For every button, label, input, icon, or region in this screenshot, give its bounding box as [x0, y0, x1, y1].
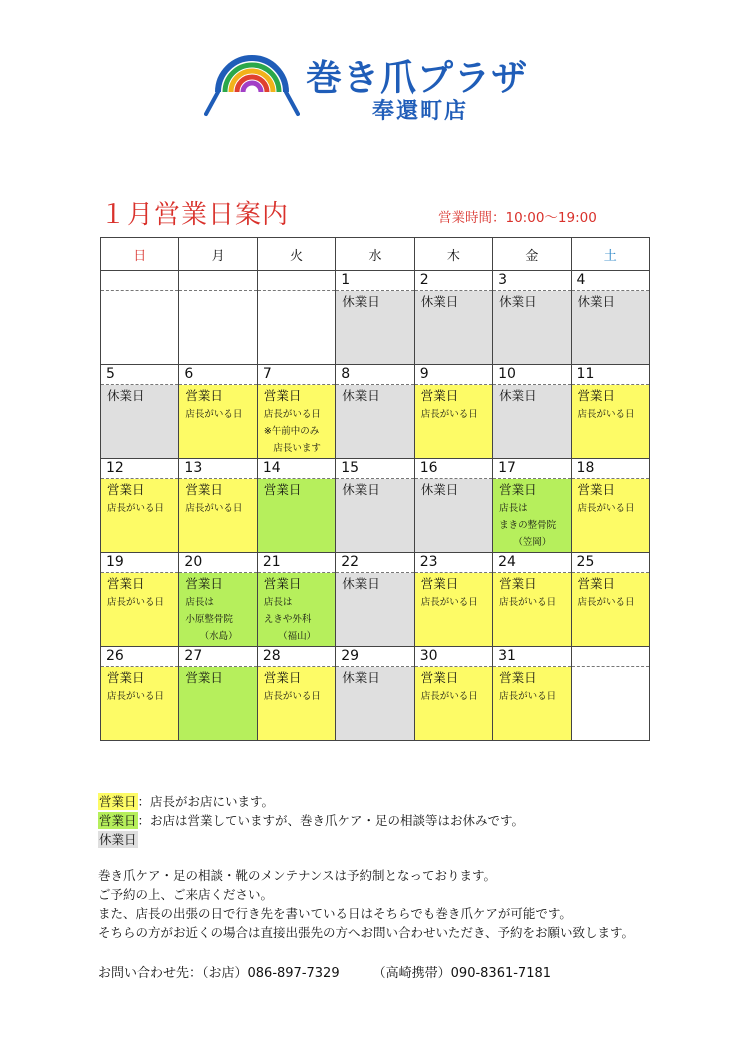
day-note: 店長がいる日 — [185, 503, 243, 514]
day-note — [336, 309, 413, 312]
calendar-day-cell — [493, 459, 571, 553]
calendar-day-cell — [336, 553, 414, 647]
calendar-day-cell — [257, 459, 335, 553]
day-status: 営業日 — [577, 482, 616, 497]
calendar-week-row — [101, 271, 650, 365]
calendar-day-cell — [414, 647, 492, 741]
calendar-day-cell — [179, 647, 257, 741]
legend — [98, 792, 524, 849]
day-status: 営業日 — [420, 670, 459, 685]
note-line: また、店長の出張の日で行き先を書いている日はそちらでも巻き爪ケアが可能です。 — [98, 906, 572, 921]
day-number: 8 — [336, 365, 413, 385]
day-number: 30 — [415, 647, 492, 667]
day-number: 1 — [336, 271, 413, 291]
day-status: 休業日 — [342, 576, 380, 591]
day-status: 営業日 — [499, 670, 537, 685]
legend-item — [98, 811, 524, 830]
day-number: 23 — [415, 553, 492, 573]
calendar-day-cell — [101, 271, 179, 365]
day-number: 29 — [336, 647, 413, 667]
calendar-week-row — [101, 647, 650, 741]
day-status: 営業日 — [185, 388, 223, 403]
calendar-day-cell — [493, 647, 571, 741]
calendar-day-cell — [571, 647, 649, 741]
calendar-day-cell — [257, 271, 335, 365]
day-number: 2 — [415, 271, 492, 291]
calendar-day-cell — [179, 365, 257, 459]
day-number: 7 — [258, 365, 335, 385]
day-status: 営業日 — [107, 670, 145, 685]
day-note: 店長がいる日 — [577, 503, 635, 514]
legend-text: ：お店は営業していますが、巻き爪ケア・足の相談等はお休みです。 — [137, 813, 525, 828]
weekday-header: 日 — [101, 238, 179, 271]
day-number: 17 — [493, 459, 570, 479]
day-number — [258, 271, 335, 291]
calendar-day-cell — [571, 459, 649, 553]
day-note: 店長がいる日 — [107, 597, 165, 608]
legend-item — [98, 792, 524, 811]
calendar-day-cell — [414, 459, 492, 553]
day-number: 25 — [572, 553, 649, 573]
day-status: 休業日 — [342, 482, 380, 497]
note-line: ご予約の上、ご来店ください。 — [98, 887, 274, 902]
day-number: 18 — [572, 459, 649, 479]
day-status: 営業日 — [263, 576, 302, 591]
day-status: 休業日 — [107, 388, 145, 403]
day-status: 営業日 — [499, 576, 537, 591]
day-number: 14 — [258, 459, 335, 479]
day-status: 営業日 — [420, 388, 459, 403]
day-status: 営業日 — [420, 576, 459, 591]
day-number: 19 — [101, 553, 178, 573]
weekday-header: 水 — [336, 238, 414, 271]
contact-mobile-phone: （高崎携帯）090-8361-7181 — [372, 966, 552, 981]
calendar-day-cell — [336, 365, 414, 459]
calendar-day-cell — [101, 459, 179, 553]
day-status: 休業日 — [499, 388, 537, 403]
day-status: 休業日 — [577, 294, 616, 309]
day-status: 営業日 — [577, 388, 616, 403]
day-note — [415, 309, 492, 312]
day-status: 休業日 — [342, 294, 380, 309]
calendar-day-cell — [101, 365, 179, 459]
day-note — [101, 403, 178, 406]
day-note: 店長がいる日 — [185, 409, 243, 420]
weekday-header: 月 — [179, 238, 257, 271]
day-number: 11 — [572, 365, 649, 385]
day-status: 休業日 — [342, 670, 380, 685]
calendar-day-cell — [336, 459, 414, 553]
legend-swatch: 営業日 — [99, 813, 137, 828]
calendar-week-row — [101, 553, 650, 647]
day-note: 店長がいる日 — [420, 409, 478, 420]
calendar-day-cell — [571, 553, 649, 647]
weekday-header: 木 — [414, 238, 492, 271]
store-name: 巻き爪プラザ — [306, 58, 529, 99]
day-status: 営業日 — [185, 482, 223, 497]
business-hours: 営業時間：10:00〜19:00 — [438, 210, 597, 226]
note-line: そちらの方がお近くの場合は直接出張先の方へお問い合わせいただき、予約をお願い致します。 — [98, 925, 635, 940]
day-number: 20 — [179, 553, 256, 573]
calendar-header-row — [101, 238, 650, 271]
day-note — [415, 497, 492, 500]
day-note — [179, 294, 256, 297]
day-note — [336, 403, 413, 406]
day-number: 9 — [415, 365, 492, 385]
calendar-day-cell — [257, 553, 335, 647]
day-status: 営業日 — [263, 388, 302, 403]
weekday-header: 金 — [493, 238, 571, 271]
calendar-table — [100, 237, 650, 741]
day-note: 店長がいる日 — [499, 691, 557, 702]
day-note — [336, 591, 413, 594]
calendar-day-cell — [257, 365, 335, 459]
rainbow-face-icon — [204, 44, 300, 120]
page-title: １月営業日案内 — [100, 200, 290, 230]
legend-swatch: 営業日 — [99, 794, 137, 809]
day-note: 店長がいる日 — [420, 597, 478, 608]
notes — [98, 866, 634, 942]
day-note: 店長は まきの整骨院 （笠岡） — [499, 503, 557, 548]
day-number: 6 — [179, 365, 256, 385]
day-note — [258, 497, 335, 500]
day-status: 営業日 — [185, 576, 223, 591]
day-note: 店長がいる日 ※午前中のみ 店長います — [263, 409, 321, 454]
contact-spacer — [340, 966, 373, 981]
day-note — [336, 685, 413, 688]
legend-item — [98, 830, 524, 849]
day-number: 26 — [101, 647, 178, 667]
calendar-day-cell — [493, 365, 571, 459]
day-note — [572, 309, 649, 312]
store-logo — [204, 44, 564, 124]
day-status: 営業日 — [263, 482, 302, 497]
day-note: 店長がいる日 — [107, 691, 165, 702]
day-number: 22 — [336, 553, 413, 573]
calendar-day-cell — [493, 553, 571, 647]
day-note — [336, 497, 413, 500]
day-status: 営業日 — [263, 670, 302, 685]
calendar-week-row — [101, 365, 650, 459]
calendar-day-cell — [414, 365, 492, 459]
legend-text: ：店長がお店にいます。 — [137, 794, 275, 809]
calendar-day-cell — [101, 553, 179, 647]
calendar-day-cell — [493, 271, 571, 365]
day-number: 15 — [336, 459, 413, 479]
day-note: 店長がいる日 — [577, 597, 635, 608]
calendar-body — [101, 271, 650, 741]
day-note — [493, 309, 570, 312]
day-note — [572, 670, 649, 673]
day-note — [179, 685, 256, 688]
day-status: 営業日 — [107, 482, 145, 497]
contact-shop-phone: お問い合わせ先：（お店）086-897-7329 — [98, 966, 340, 981]
day-note: 店長がいる日 — [577, 409, 635, 420]
day-number: 24 — [493, 553, 570, 573]
day-status: 営業日 — [577, 576, 616, 591]
day-number: 3 — [493, 271, 570, 291]
day-number: 21 — [258, 553, 335, 573]
day-status: 休業日 — [420, 294, 459, 309]
day-status: 休業日 — [342, 388, 380, 403]
calendar-day-cell — [179, 553, 257, 647]
day-note: 店長がいる日 — [263, 691, 321, 702]
day-note: 店長は 小原整骨院 （水島） — [185, 597, 238, 642]
calendar-week-row — [101, 459, 650, 553]
day-note — [101, 294, 178, 297]
day-status: 休業日 — [499, 294, 537, 309]
calendar-day-cell — [571, 365, 649, 459]
calendar-day-cell — [336, 647, 414, 741]
day-note: 店長がいる日 — [107, 503, 165, 514]
day-number: 16 — [415, 459, 492, 479]
day-status: 営業日 — [499, 482, 537, 497]
store-branch: 奉還町店 — [372, 99, 469, 124]
day-status: 営業日 — [107, 576, 145, 591]
calendar-day-cell — [179, 271, 257, 365]
day-number: 13 — [179, 459, 256, 479]
day-number: 31 — [493, 647, 570, 667]
weekday-header: 土 — [571, 238, 649, 271]
note-line: 巻き爪ケア・足の相談・靴のメンテナンスは予約制となっております。 — [98, 868, 497, 883]
day-note — [258, 294, 335, 297]
day-note: 店長がいる日 — [420, 691, 478, 702]
day-number: 12 — [101, 459, 178, 479]
day-number: 10 — [493, 365, 570, 385]
day-status: 営業日 — [185, 670, 223, 685]
calendar-day-cell — [179, 459, 257, 553]
weekday-header: 火 — [257, 238, 335, 271]
day-number: 27 — [179, 647, 256, 667]
day-number: 4 — [572, 271, 649, 291]
contact-info — [98, 962, 551, 981]
day-note — [493, 403, 570, 406]
day-note: 店長がいる日 — [499, 597, 557, 608]
calendar-day-cell — [336, 271, 414, 365]
day-note: 店長は えきや外科 （福山） — [263, 597, 317, 642]
day-number — [572, 647, 649, 667]
day-number: 5 — [101, 365, 178, 385]
day-number — [101, 271, 178, 291]
day-status: 休業日 — [420, 482, 459, 497]
day-number: 28 — [258, 647, 335, 667]
calendar-day-cell — [257, 647, 335, 741]
day-number — [179, 271, 256, 291]
calendar-day-cell — [414, 553, 492, 647]
calendar-day-cell — [414, 271, 492, 365]
calendar-day-cell — [101, 647, 179, 741]
calendar-day-cell — [571, 271, 649, 365]
legend-swatch: 休業日 — [99, 832, 137, 847]
